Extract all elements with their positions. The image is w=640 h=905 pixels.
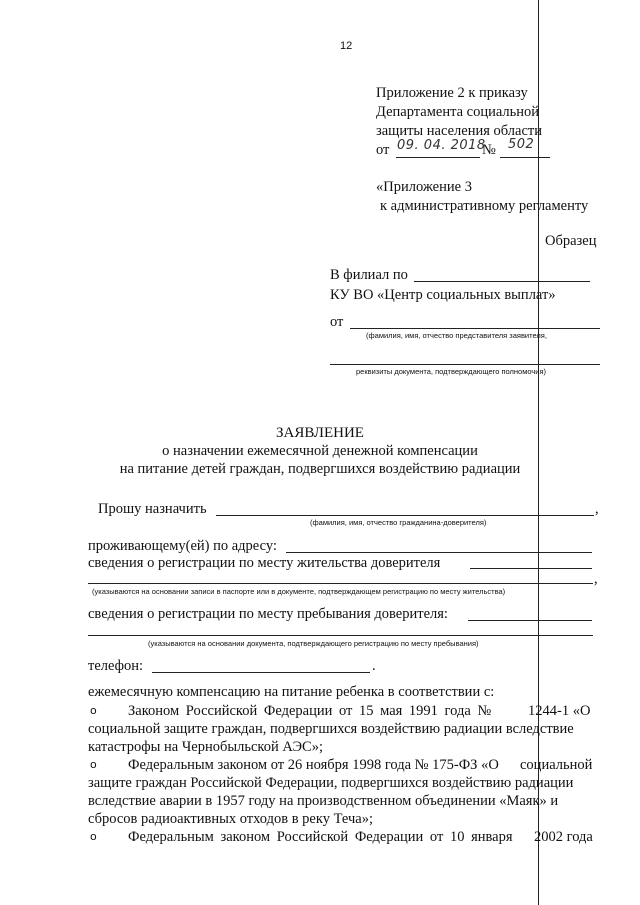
item-3-line-1-left: Федеральным законом Российской Федерации от 10 января (128, 829, 513, 845)
registration-caption: (указываются на основании записи в паспорте или в документе, подтверждающем регистрацию по месту жительства) (92, 587, 506, 596)
order-date-value: 09. 04. 2018 (397, 138, 486, 153)
item-2-line-1-left: Федеральным законом от 26 ноября 1998 года № 175-ФЗ «О (128, 757, 499, 773)
organization-name: КУ ВО «Центр социальных выплат» (330, 287, 556, 303)
phone-label: телефон: (88, 658, 144, 674)
stay-caption: (указываются на основании документа, подтверждающего регистрацию по месту пребывания) (148, 639, 479, 648)
item-2-line-2: защите граждан Российской Федерации, подвергшихся воздействию радиации (88, 775, 574, 791)
order-number-prefix: № (482, 142, 496, 158)
item-1-line-2: социальной защите граждан, подвергшихся воздействию радиации вследствие (88, 721, 574, 737)
list-bullet: o (90, 830, 97, 843)
list-bullet: o (90, 704, 97, 717)
stay-field-line-2 (88, 635, 593, 636)
order-number-underline (500, 157, 550, 158)
request-label: Прошу назначить (98, 501, 207, 517)
item-2-line-4: сбросов радиоактивных отходов в реку Теча»; (88, 811, 373, 827)
appendix-line-1: «Приложение 3 (376, 179, 472, 195)
body-intro: ежемесячную компенсацию на питание ребенка в соответствии с: (88, 684, 495, 700)
registration-label: сведения о регистрации по месту жительства доверителя (88, 555, 441, 571)
registration-field-line-2 (88, 583, 593, 584)
from-caption: (фамилия, имя, отчество представителя заявителя, (366, 331, 547, 340)
item-1-line-3: катастрофы на Чернобыльской АЭС»; (88, 739, 323, 755)
header-line-3: защиты населения области (376, 123, 542, 139)
sample-label: Образец (545, 233, 597, 249)
order-date-prefix: от (376, 142, 390, 158)
stay-label: сведения о регистрации по месту пребывания доверителя: (88, 606, 448, 622)
address-label: проживающему(ей) по адресу: (88, 538, 277, 554)
address-field (286, 552, 592, 553)
stay-field (468, 620, 592, 621)
document-subtitle-2: на питание детей граждан, подвергшихся воздействию радиации (119, 461, 521, 477)
document-subtitle-1: о назначении ежемесячной денежной компенсации (162, 443, 478, 459)
appendix-line-2: к административному регламенту (380, 198, 589, 214)
request-end: , (595, 501, 599, 517)
item-2-line-3: вследствие аварии в 1957 году на производственном объединении «Маяк» и (88, 793, 559, 809)
item-3-line-1-right: 2002 года (534, 829, 593, 845)
phone-end: . (372, 658, 376, 674)
registration-end: , (594, 571, 598, 587)
list-bullet: o (90, 758, 97, 771)
order-date-underline (396, 157, 480, 158)
authority-doc-caption: реквизиты документа, подтверждающего полномочия) (356, 367, 547, 376)
branch-prefix: В филиал по (330, 267, 408, 283)
from-field (350, 328, 600, 329)
phone-field (152, 672, 370, 673)
request-field (216, 515, 594, 516)
header-line-1: Приложение 2 к приказу (376, 85, 528, 101)
item-2-line-1-right: социальной (520, 757, 593, 773)
order-number-value: 502 (508, 137, 535, 152)
branch-field (414, 281, 590, 282)
registration-field (470, 568, 592, 569)
page-number: 12 (340, 40, 353, 52)
authority-doc-field (330, 364, 600, 365)
header-line-2: Департамента социальной (376, 104, 540, 120)
request-caption: (фамилия, имя, отчество гражданина-доверителя) (310, 518, 487, 527)
item-1-line-1-left: Законом Российской Федерации от 15 мая 1991 года № (128, 703, 492, 719)
from-prefix: от (330, 314, 344, 330)
document-title: ЗАЯВЛЕНИЕ (276, 425, 364, 441)
item-1-line-1-right: 1244-1 «О (528, 703, 591, 719)
